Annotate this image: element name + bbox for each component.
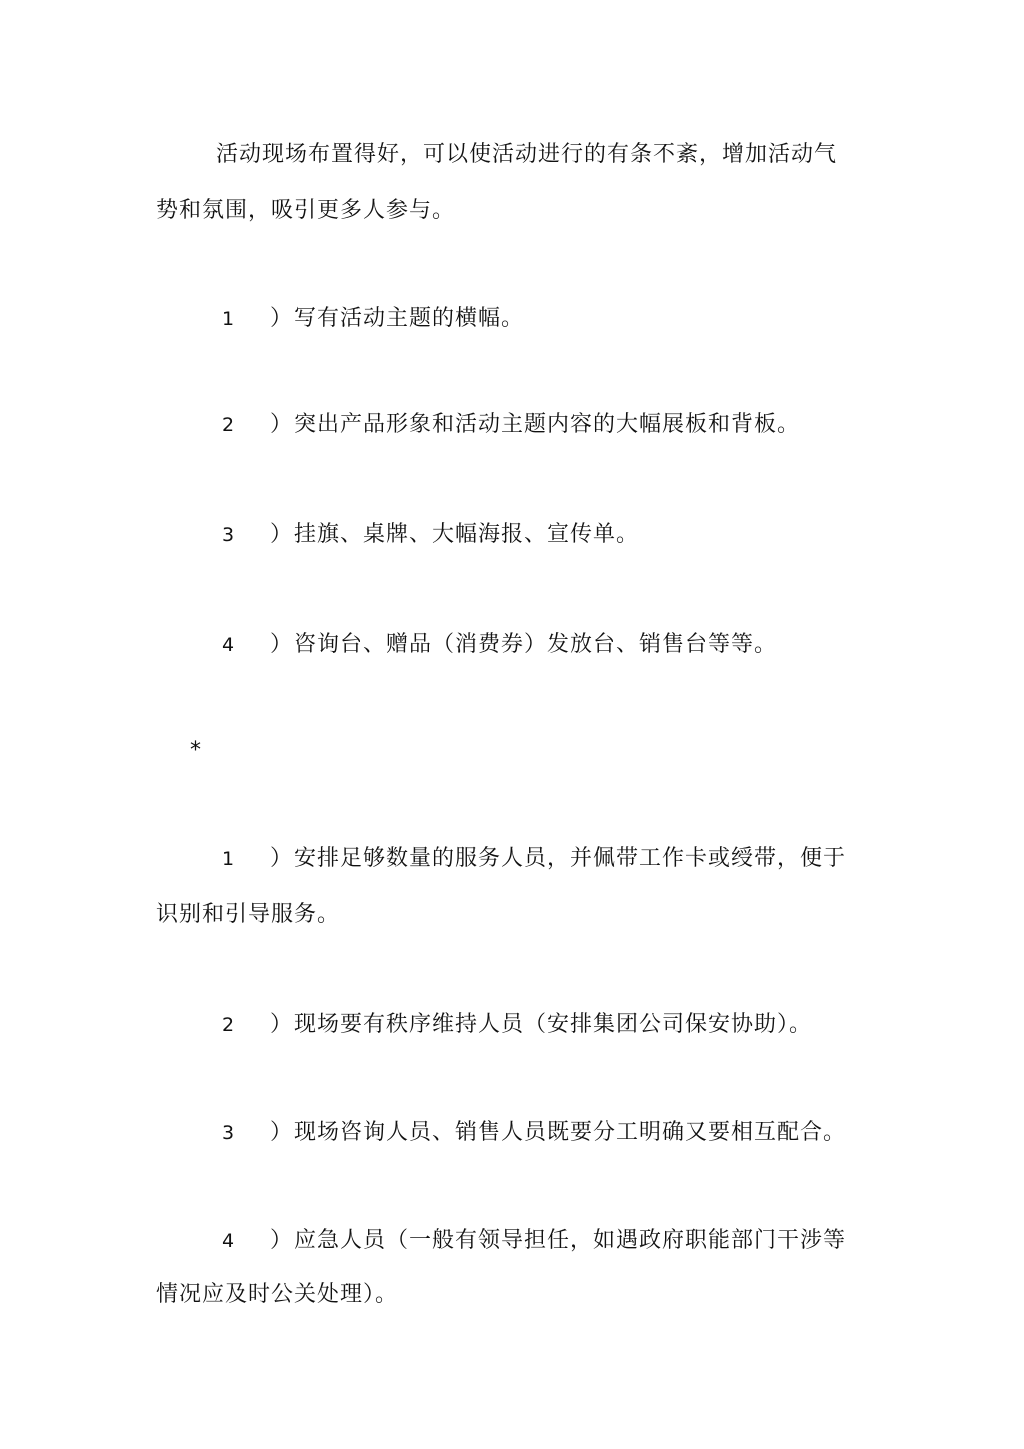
item-number: 2: [222, 414, 236, 436]
item-paren: ）: [270, 846, 294, 871]
item-paren: ）: [270, 1012, 294, 1037]
item-number: 2: [222, 1014, 236, 1036]
item-continuation: 情况应及时公关处理）。: [156, 1282, 399, 1307]
list-item: [222, 410, 800, 440]
item-text: 突出产品形象和活动主题内容的大幅展板和背板。: [294, 412, 801, 437]
item-number: 4: [222, 634, 236, 656]
item-text: 咨询台、赠品（消费券）发放台、销售台等等。: [294, 632, 778, 657]
list-item: [222, 304, 524, 334]
item-paren: ）: [270, 306, 294, 331]
intro-line-1: 活动现场布置得好，可以使活动进行的有条不紊，增加活动气: [216, 142, 838, 167]
asterisk-marker: *: [190, 738, 201, 763]
item-text: 现场咨询人员、销售人员既要分工明确又要相互配合。: [294, 1120, 847, 1145]
item-number: 1: [222, 308, 236, 330]
list-item: [222, 520, 639, 550]
item-number: 3: [222, 524, 236, 546]
list-item: [222, 844, 846, 874]
intro-line-2: 势和氛围，吸引更多人参与。: [156, 198, 456, 223]
item-paren: ）: [270, 632, 294, 657]
item-paren: ）: [270, 412, 294, 437]
item-number: 4: [222, 1230, 236, 1252]
list-item: [222, 1226, 846, 1256]
list-item: [222, 630, 777, 660]
item-paren: ）: [270, 1120, 294, 1145]
item-text: 安排足够数量的服务人员，并佩带工作卡或绶带，便于: [294, 846, 847, 871]
item-text: 现场要有秩序维持人员（安排集团公司保安协助）。: [294, 1012, 813, 1037]
list-item: [222, 1118, 846, 1148]
item-continuation: 识别和引导服务。: [156, 902, 341, 927]
item-text: 应急人员（一般有领导担任，如遇政府职能部门干涉等: [294, 1228, 847, 1253]
item-paren: ）: [270, 522, 294, 547]
item-number: 3: [222, 1122, 236, 1144]
list-item: [222, 1010, 812, 1040]
item-number: 1: [222, 848, 236, 870]
item-paren: ）: [270, 1228, 294, 1253]
item-text: 挂旗、桌牌、大幅海报、宣传单。: [294, 522, 640, 547]
item-text: 写有活动主题的横幅。: [294, 306, 525, 331]
